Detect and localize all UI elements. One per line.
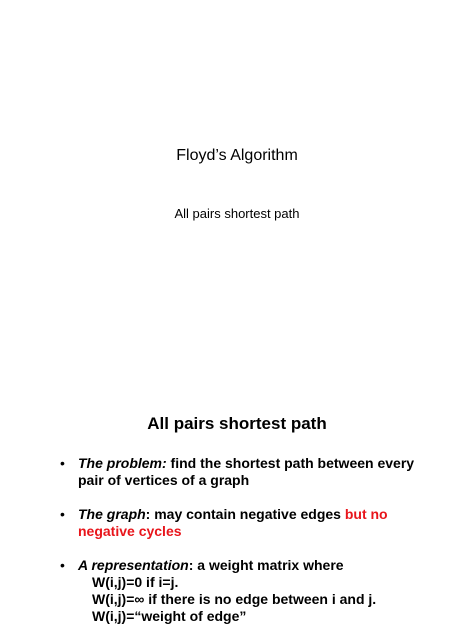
- bullet-lead: The graph: [78, 506, 146, 522]
- content-slide: [0, 355, 474, 632]
- bullet-lead: The problem:: [78, 455, 167, 471]
- bullet-problem: [60, 455, 440, 489]
- bullet-marker: •: [60, 506, 65, 522]
- content-slide-title: All pairs shortest path: [147, 414, 327, 433]
- matrix-rule-no-edge: W(i,j)=∞ if there is no edge between i and j.: [92, 591, 377, 607]
- matrix-rule-edge-weight: W(i,j)=“weight of edge”: [92, 608, 247, 624]
- bullet-text: : may contain negative edges: [145, 506, 345, 522]
- bullet-list: [60, 455, 440, 632]
- slide-title: Floyd’s Algorithm: [176, 147, 298, 164]
- bullet-graph: [60, 506, 440, 540]
- slide-subtitle: All pairs shortest path: [174, 206, 300, 221]
- matrix-rule-diagonal: W(i,j)=0 if i=j.: [92, 574, 179, 590]
- bullet-text: find the shortest path between every pair of vertices of a graph: [78, 455, 415, 488]
- bullet-marker: •: [60, 557, 65, 573]
- bullet-highlight: but no negative cycles: [78, 506, 388, 539]
- bullet-lead: A representation: [78, 557, 189, 573]
- bullet-representation: [60, 557, 440, 625]
- bullet-text: : a weight matrix where: [188, 557, 344, 573]
- bullet-marker: •: [60, 455, 65, 471]
